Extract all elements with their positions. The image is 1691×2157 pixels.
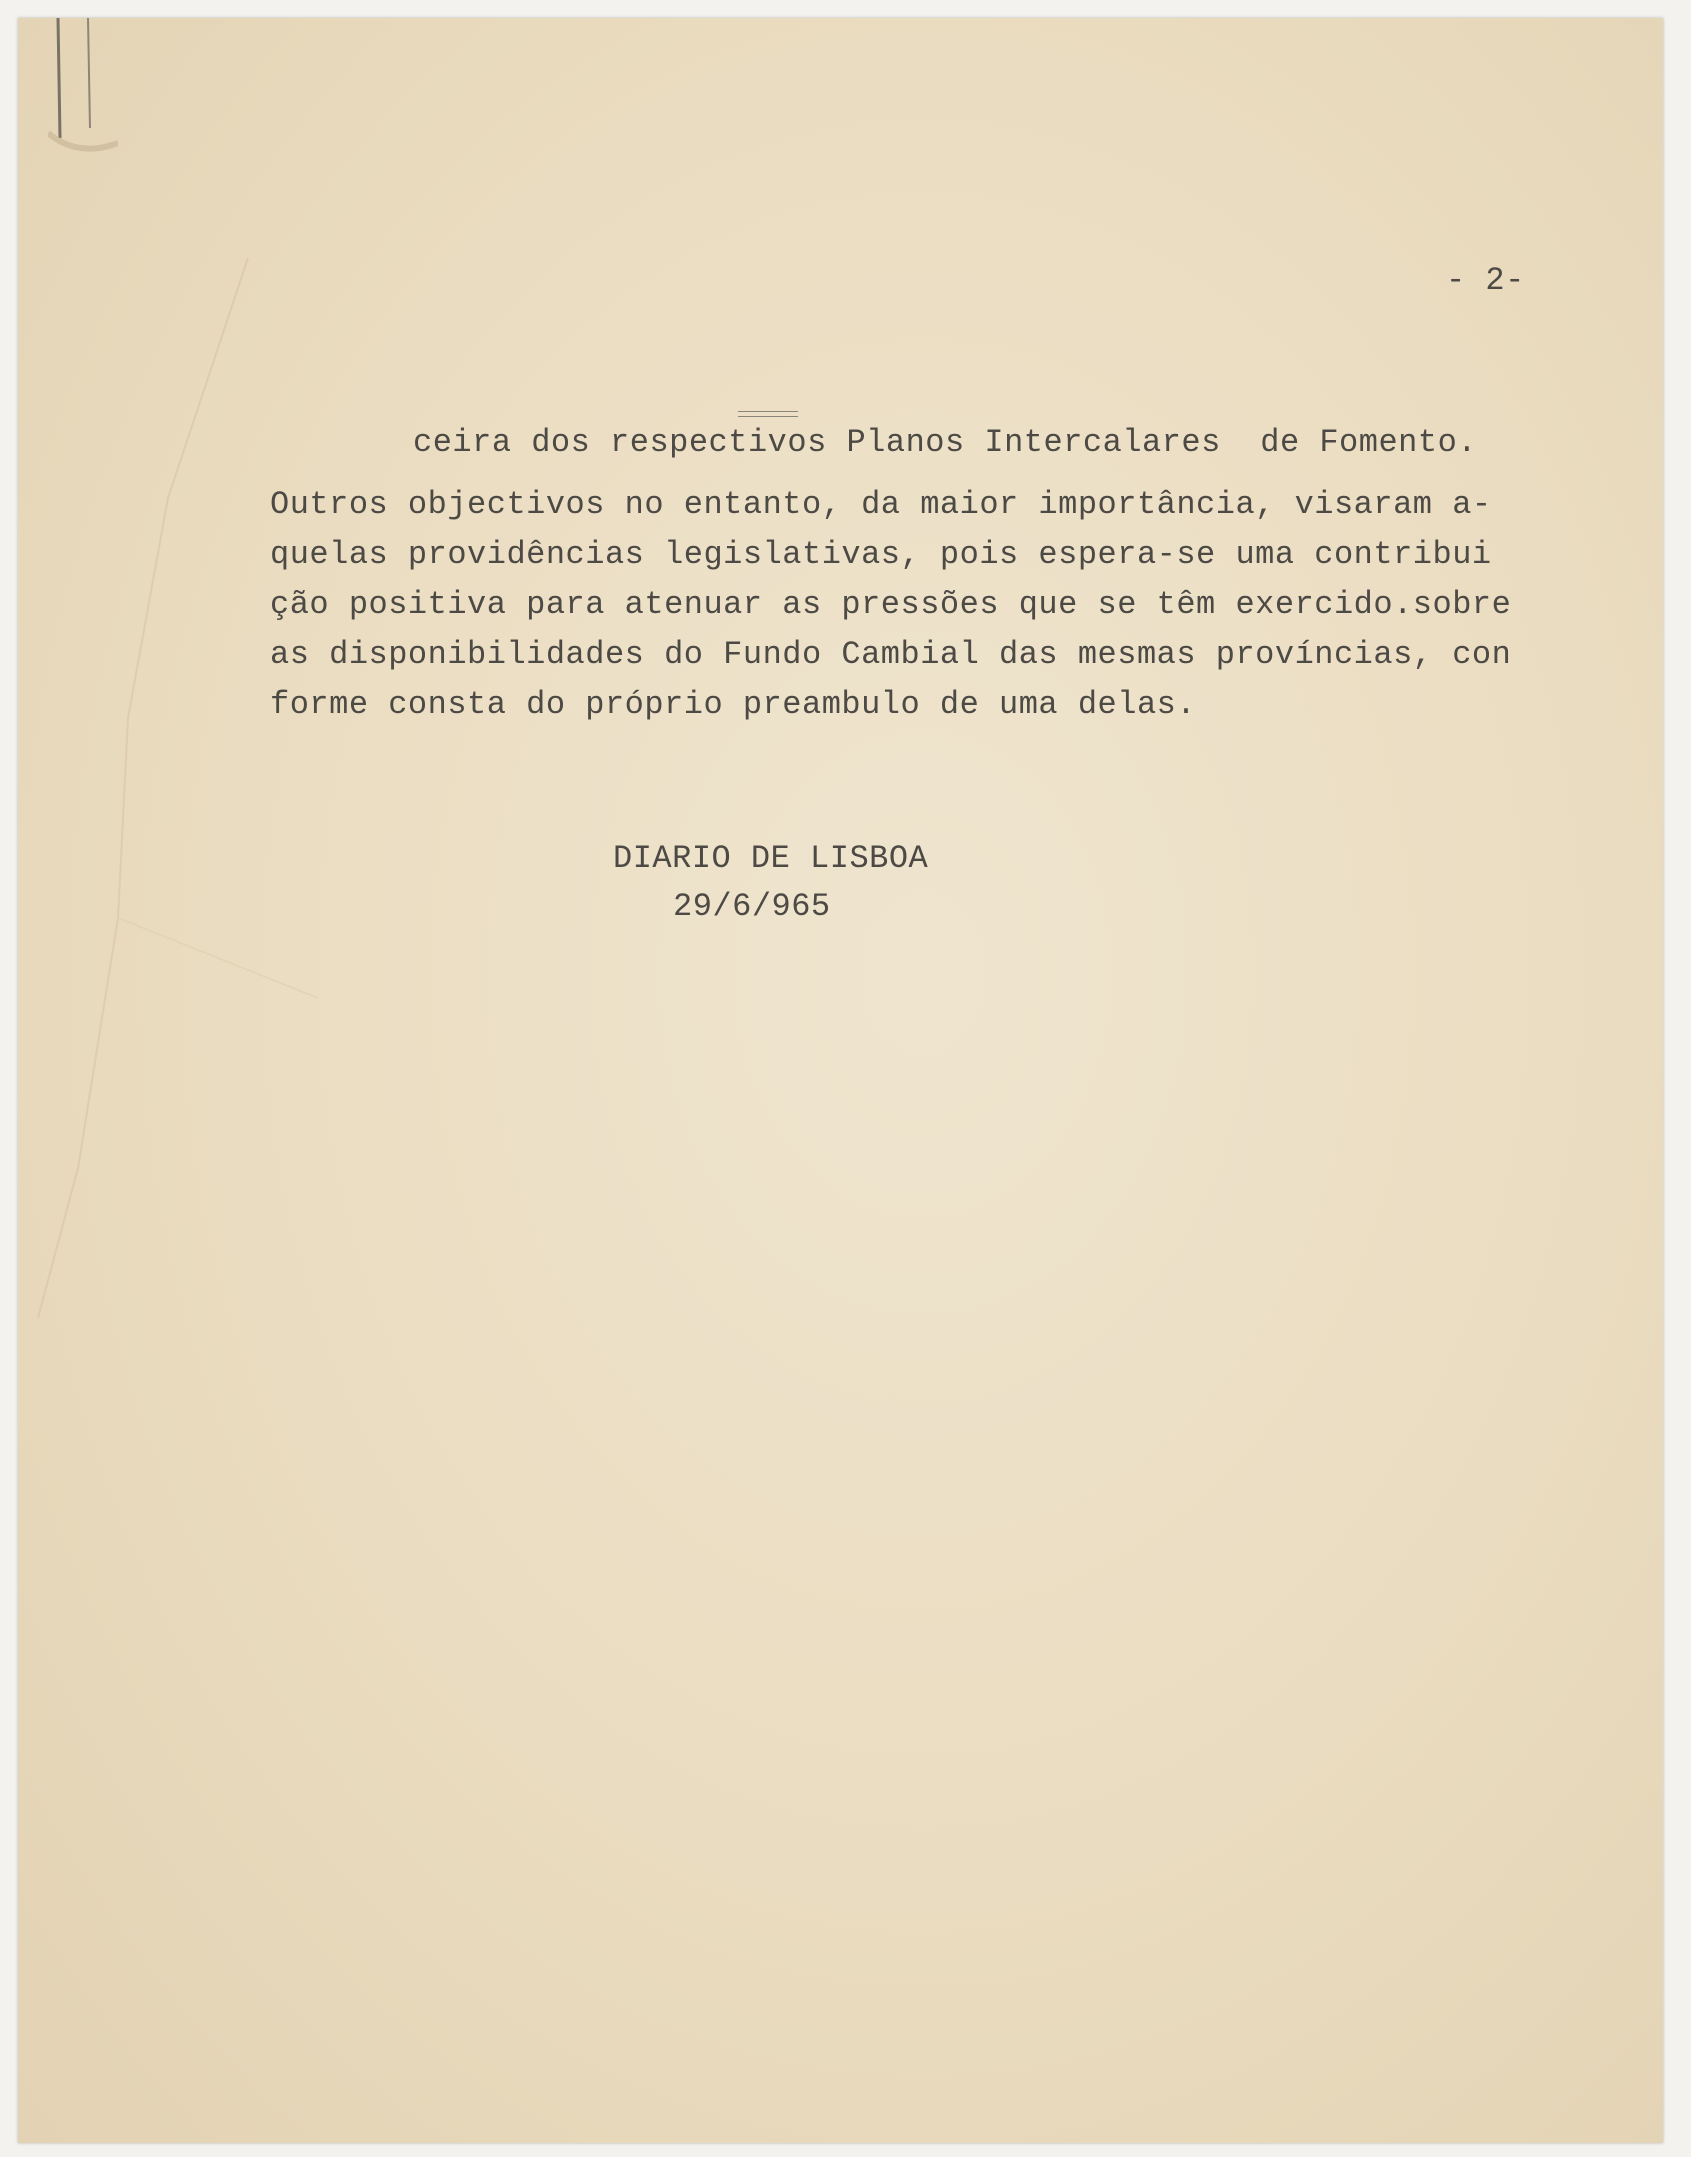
page-number: - 2- bbox=[1446, 262, 1525, 299]
staple-marks bbox=[48, 18, 118, 178]
paper-crease-marks bbox=[18, 18, 1663, 2143]
body-line: quelas providências legislativas, pois espera-se uma contribui bbox=[270, 536, 1492, 573]
correction-mark bbox=[738, 411, 798, 417]
publication-date: 29/6/965 bbox=[673, 888, 831, 925]
document-page bbox=[18, 18, 1663, 2143]
body-line: as disponibilidades do Fundo Cambial das mesmas províncias, con bbox=[270, 636, 1512, 673]
source-attribution: DIARIO DE LISBOA bbox=[613, 840, 929, 877]
body-line: Outros objectivos no entanto, da maior importância, visaram a- bbox=[270, 486, 1492, 523]
body-line: forme consta do próprio preambulo de uma delas. bbox=[270, 686, 1197, 723]
body-line: ceira dos respectivos Planos Intercalares de Fomento. bbox=[413, 424, 1477, 461]
body-line: ção positiva para atenuar as pressões que se têm exercido.sobre bbox=[270, 586, 1512, 623]
